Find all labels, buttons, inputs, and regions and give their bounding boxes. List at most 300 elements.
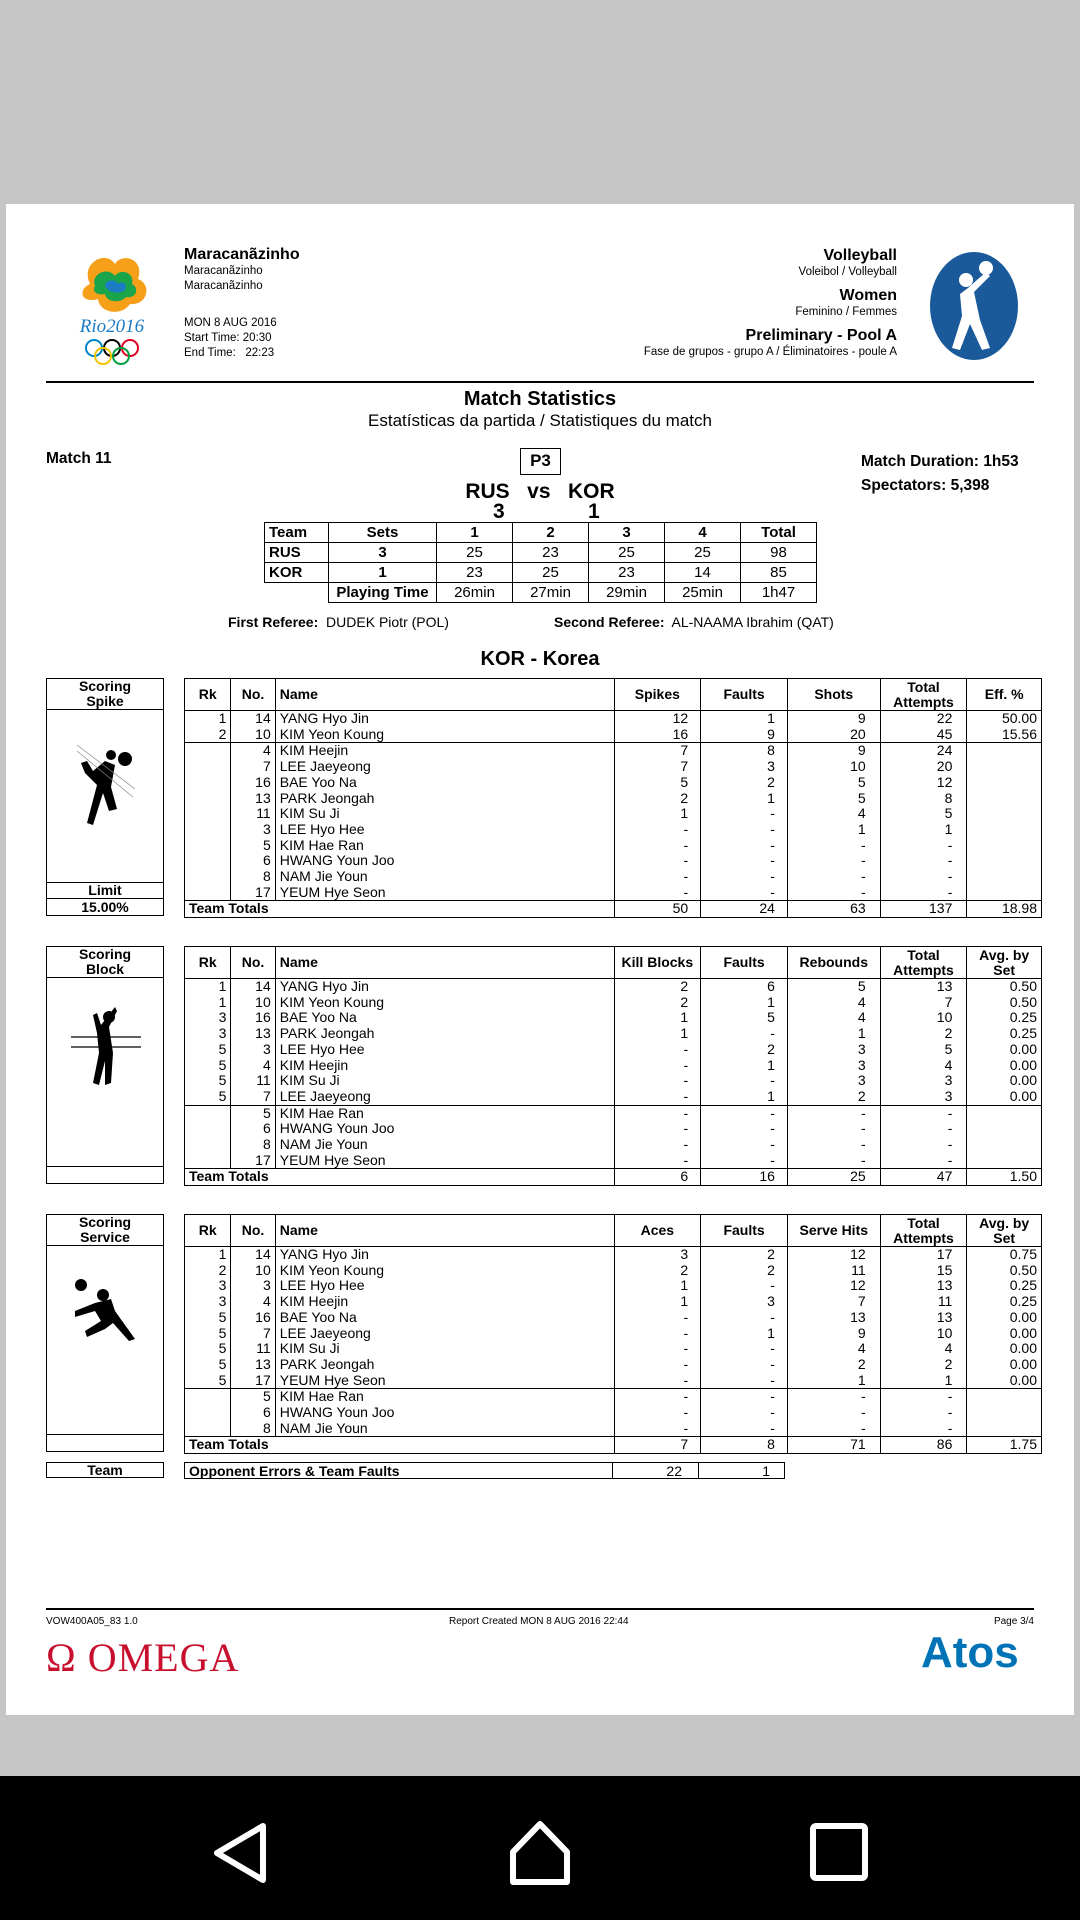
sets-row-rus: RUS 3 25 23 25 25 98 xyxy=(265,543,817,563)
table-cell: 11 xyxy=(880,1294,967,1310)
table-cell: 8 xyxy=(231,1137,275,1153)
table-cell: 8 xyxy=(231,869,275,885)
table-row xyxy=(185,1010,1042,1026)
block-side-label-2: Block xyxy=(85,961,125,977)
spike-side-label-2: Spike xyxy=(86,693,124,709)
team-totals-cell: 86 xyxy=(880,1437,967,1454)
table-cell: - xyxy=(701,869,788,885)
table-cell: 9 xyxy=(701,727,788,743)
table-cell: KIM Hae Ran xyxy=(275,1105,614,1121)
table-cell: 0.00 xyxy=(967,1073,1042,1089)
table-row xyxy=(185,1421,1042,1437)
table-cell: 3 xyxy=(185,1278,231,1294)
table-cell: - xyxy=(787,1421,880,1437)
start-time: Start Time: 20:30 xyxy=(184,332,272,344)
table-row xyxy=(185,1389,1042,1405)
team-faults-value: 1 xyxy=(699,1463,785,1479)
spectators: Spectators: 5,398 xyxy=(861,477,990,494)
column-header: Name xyxy=(275,679,614,711)
table-cell: 15 xyxy=(880,1263,967,1279)
table-row xyxy=(185,1105,1042,1121)
block-side-label: Scoring xyxy=(78,946,132,962)
column-header: Name xyxy=(275,1215,614,1247)
table-cell xyxy=(185,1105,231,1121)
table-cell: 12 xyxy=(614,711,701,727)
table-cell: 10 xyxy=(231,727,275,743)
sets-row-playing-time: Playing Time 26min 27min 29min 25min 1h47 xyxy=(265,583,817,603)
table-cell: 4 xyxy=(787,995,880,1011)
table-cell: - xyxy=(787,1389,880,1405)
table-row xyxy=(185,775,1042,791)
table-cell: - xyxy=(880,1389,967,1405)
matchup: RUS vs KOR xyxy=(465,480,615,503)
phase-sub: Fase de grupos - grupo A / Éliminatoires - poule A xyxy=(643,346,897,358)
table-cell: - xyxy=(701,1153,788,1169)
table-row xyxy=(185,1310,1042,1326)
venue-sub-2: Maracanãzinho xyxy=(184,280,263,292)
report-title: Match Statistics xyxy=(463,388,617,410)
table-cell: LEE Hyo Hee xyxy=(275,1278,614,1294)
table-cell: - xyxy=(614,1153,701,1169)
table-cell: - xyxy=(701,1105,788,1121)
team-title: KOR - Korea xyxy=(480,648,600,670)
table-cell xyxy=(967,1421,1042,1437)
table-cell: 1 xyxy=(701,1058,788,1074)
back-triangle-icon[interactable] xyxy=(207,1818,277,1888)
column-header: Serve Hits xyxy=(787,1215,880,1247)
table-cell: 13 xyxy=(880,1278,967,1294)
service-side-panel xyxy=(46,1214,164,1452)
table-cell: - xyxy=(701,1121,788,1137)
table-cell xyxy=(967,885,1042,901)
table-cell: - xyxy=(701,1373,788,1389)
table-cell: 5 xyxy=(185,1326,231,1342)
column-header: Total Attempts xyxy=(880,947,967,979)
table-row xyxy=(185,1073,1042,1089)
table-cell xyxy=(967,1105,1042,1121)
column-header: Faults xyxy=(701,1215,788,1247)
table-cell: 3 xyxy=(880,1089,967,1105)
footer-rule xyxy=(46,1608,1034,1610)
table-cell: 2 xyxy=(614,979,701,995)
table-cell: LEE Jaeyeong xyxy=(275,1326,614,1342)
table-row xyxy=(185,1294,1042,1310)
column-header: Rebounds xyxy=(787,947,880,979)
table-row xyxy=(185,1153,1042,1169)
table-cell: 10 xyxy=(787,759,880,775)
team-totals-row xyxy=(185,1169,1042,1186)
table-cell: 1 xyxy=(701,1326,788,1342)
table-cell xyxy=(967,1153,1042,1169)
table-cell xyxy=(185,1421,231,1437)
table-cell: YANG Hyo Jin xyxy=(275,1247,614,1263)
table-cell: 5 xyxy=(185,1357,231,1373)
table-cell: 24 xyxy=(880,743,967,759)
column-header: Aces xyxy=(614,1215,701,1247)
table-cell: - xyxy=(614,885,701,901)
table-cell xyxy=(967,869,1042,885)
table-row xyxy=(185,727,1042,743)
table-cell: 13 xyxy=(880,1310,967,1326)
table-row xyxy=(185,1263,1042,1279)
column-header: Rk xyxy=(185,947,231,979)
header-rule xyxy=(46,381,1034,383)
table-cell: KIM Yeon Koung xyxy=(275,995,614,1011)
table-cell: 0.00 xyxy=(967,1089,1042,1105)
table-cell: 3 xyxy=(185,1010,231,1026)
table-cell: 9 xyxy=(787,711,880,727)
table-row xyxy=(185,1373,1042,1389)
table-cell: 1 xyxy=(614,1010,701,1026)
column-header: Total Attempts xyxy=(880,679,967,711)
team-totals-cell: 8 xyxy=(701,1437,788,1454)
table-cell: 0.00 xyxy=(967,1357,1042,1373)
table-cell xyxy=(185,759,231,775)
table-row xyxy=(185,806,1042,822)
table-cell: 5 xyxy=(701,1010,788,1026)
sport-name: Volleyball xyxy=(823,247,897,264)
table-cell: 13 xyxy=(880,979,967,995)
table-cell: YEUM Hye Seon xyxy=(275,1373,614,1389)
table-cell: 12 xyxy=(880,775,967,791)
table-cell: 13 xyxy=(787,1310,880,1326)
table-cell: 15.56 xyxy=(967,727,1042,743)
table-cell: 3 xyxy=(185,1026,231,1042)
table-cell: - xyxy=(880,1153,967,1169)
report-subtitle: Estatísticas da partida / Statistiques du match xyxy=(368,411,712,430)
table-cell: 22 xyxy=(880,711,967,727)
match-date: MON 8 AUG 2016 xyxy=(184,317,277,329)
table-cell: - xyxy=(701,853,788,869)
table-cell: - xyxy=(614,1121,701,1137)
table-cell: - xyxy=(787,853,880,869)
service-side-label: Scoring xyxy=(78,1214,132,1230)
service-side-label-2: Service xyxy=(80,1229,130,1245)
sets-table xyxy=(264,522,817,603)
table-cell: YEUM Hye Seon xyxy=(275,1153,614,1169)
table-cell: 2 xyxy=(701,1042,788,1058)
table-cell: 5 xyxy=(614,775,701,791)
block-side-panel xyxy=(46,946,164,1184)
table-cell: - xyxy=(880,869,967,885)
table-cell: - xyxy=(880,1105,967,1121)
opponent-side-label: Team xyxy=(46,1462,164,1478)
table-cell: 17 xyxy=(880,1247,967,1263)
table-cell: - xyxy=(614,1341,701,1357)
table-cell: PARK Jeongah xyxy=(275,1357,614,1373)
atos-logo: Atos xyxy=(921,1628,1019,1677)
table-cell: 14 xyxy=(231,711,275,727)
table-cell: NAM Jie Youn xyxy=(275,1137,614,1153)
table-cell: 2 xyxy=(880,1357,967,1373)
score-away: 1 xyxy=(588,500,600,523)
table-cell xyxy=(967,743,1042,759)
limit-label: Limit xyxy=(47,882,163,898)
table-cell: 1 xyxy=(880,1373,967,1389)
volleyball-pictogram-icon xyxy=(924,250,1024,362)
table-cell xyxy=(967,1405,1042,1421)
table-cell: - xyxy=(880,1421,967,1437)
table-cell xyxy=(185,1405,231,1421)
table-row xyxy=(185,1326,1042,1342)
service-table xyxy=(184,1214,1042,1454)
column-header: Faults xyxy=(701,947,788,979)
table-cell: 3 xyxy=(701,759,788,775)
table-cell: - xyxy=(701,1278,788,1294)
table-row xyxy=(185,1042,1042,1058)
table-cell: YEUM Hye Seon xyxy=(275,885,614,901)
table-cell xyxy=(185,791,231,807)
table-cell xyxy=(967,759,1042,775)
sets-header-cell: 2 xyxy=(513,523,589,543)
table-cell: LEE Jaeyeong xyxy=(275,1089,614,1105)
table-cell: KIM Heejin xyxy=(275,743,614,759)
page-number: Page 3/4 xyxy=(993,1616,1034,1627)
table-cell: 1 xyxy=(787,1373,880,1389)
table-cell: KIM Su Ji xyxy=(275,1073,614,1089)
table-cell xyxy=(967,791,1042,807)
table-cell: BAE Yoo Na xyxy=(275,1310,614,1326)
table-cell: 1 xyxy=(614,806,701,822)
table-cell: - xyxy=(701,806,788,822)
table-cell: 5 xyxy=(185,1089,231,1105)
table-cell: 11 xyxy=(231,1073,275,1089)
table-cell: 7 xyxy=(787,1294,880,1310)
table-cell: 8 xyxy=(880,791,967,807)
table-row xyxy=(185,979,1042,995)
table-cell: - xyxy=(701,1405,788,1421)
table-cell: 3 xyxy=(701,1294,788,1310)
opponent-errors-table xyxy=(184,1462,785,1479)
team-totals-cell: 1.75 xyxy=(967,1437,1042,1454)
table-cell: 14 xyxy=(231,1247,275,1263)
column-header: No. xyxy=(231,1215,275,1247)
team-totals-cell: 7 xyxy=(614,1437,701,1454)
table-cell: 6 xyxy=(231,1405,275,1421)
team-totals-label: Team Totals xyxy=(185,1437,615,1454)
table-cell xyxy=(967,1137,1042,1153)
table-cell xyxy=(967,822,1042,838)
table-cell: 8 xyxy=(701,743,788,759)
table-cell: KIM Yeon Koung xyxy=(275,727,614,743)
table-cell: 0.00 xyxy=(967,1310,1042,1326)
table-cell: 4 xyxy=(231,1058,275,1074)
table-cell: 2 xyxy=(787,1089,880,1105)
table-cell xyxy=(185,1153,231,1169)
table-cell: - xyxy=(614,838,701,854)
table-cell: 6 xyxy=(231,1121,275,1137)
table-cell: - xyxy=(614,822,701,838)
table-cell: 4 xyxy=(880,1058,967,1074)
column-header: Name xyxy=(275,947,614,979)
table-cell: HWANG Youn Joo xyxy=(275,853,614,869)
table-row xyxy=(185,885,1042,901)
table-cell: 5 xyxy=(185,1341,231,1357)
table-row xyxy=(185,791,1042,807)
table-cell: 0.00 xyxy=(967,1373,1042,1389)
column-header: Kill Blocks xyxy=(614,947,701,979)
table-cell: 13 xyxy=(231,1357,275,1373)
table-cell: LEE Jaeyeong xyxy=(275,759,614,775)
table-row xyxy=(185,1405,1042,1421)
table-cell: KIM Heejin xyxy=(275,1058,614,1074)
table-cell xyxy=(967,1121,1042,1137)
table-cell: 2 xyxy=(614,1263,701,1279)
table-cell: 1 xyxy=(614,1294,701,1310)
table-cell: 7 xyxy=(231,1326,275,1342)
omega-logo: Ω OMEGA xyxy=(46,1635,240,1680)
team-totals-label: Team Totals xyxy=(185,901,615,918)
table-cell: - xyxy=(787,885,880,901)
table-cell: 8 xyxy=(231,1421,275,1437)
table-cell: - xyxy=(614,1310,701,1326)
table-cell: BAE Yoo Na xyxy=(275,775,614,791)
table-cell: 14 xyxy=(231,979,275,995)
team-totals-row xyxy=(185,901,1042,918)
table-cell: 1 xyxy=(701,791,788,807)
table-cell: - xyxy=(614,1058,701,1074)
table-cell: 3 xyxy=(614,1247,701,1263)
svg-text:Rio2016: Rio2016 xyxy=(79,316,145,337)
score-home: 3 xyxy=(493,500,505,523)
table-cell: - xyxy=(787,1153,880,1169)
table-cell: LEE Hyo Hee xyxy=(275,1042,614,1058)
table-cell: 2 xyxy=(701,1247,788,1263)
table-cell: - xyxy=(614,1137,701,1153)
column-header: Rk xyxy=(185,1215,231,1247)
sets-header-cell: Team xyxy=(265,523,329,543)
table-cell: 3 xyxy=(880,1073,967,1089)
table-cell: 13 xyxy=(231,1026,275,1042)
table-cell xyxy=(967,775,1042,791)
table-cell: 17 xyxy=(231,1153,275,1169)
table-row xyxy=(185,1357,1042,1373)
table-cell: 2 xyxy=(880,1026,967,1042)
table-cell: 5 xyxy=(185,1042,231,1058)
sets-header-cell: Sets xyxy=(329,523,437,543)
table-cell xyxy=(185,806,231,822)
sets-header-cell: Total xyxy=(741,523,817,543)
second-referee: Second Referee: AL-NAAMA Ibrahim (QAT) xyxy=(554,614,834,630)
column-header: Spikes xyxy=(614,679,701,711)
table-cell: 10 xyxy=(880,1010,967,1026)
table-cell xyxy=(185,1121,231,1137)
navigation-bar xyxy=(0,1776,1080,1920)
table-cell: 3 xyxy=(787,1058,880,1074)
table-cell: - xyxy=(787,838,880,854)
table-cell: 16 xyxy=(231,775,275,791)
event-block xyxy=(644,246,897,366)
table-cell: 0.25 xyxy=(967,1278,1042,1294)
table-cell: 12 xyxy=(787,1247,880,1263)
table-cell: 1 xyxy=(614,1278,701,1294)
table-cell: - xyxy=(880,1405,967,1421)
table-cell: 1 xyxy=(787,822,880,838)
table-cell: PARK Jeongah xyxy=(275,1026,614,1042)
table-cell: - xyxy=(880,853,967,869)
spike-table xyxy=(184,678,1042,918)
table-cell xyxy=(185,869,231,885)
table-cell xyxy=(185,743,231,759)
table-cell xyxy=(185,885,231,901)
table-cell: 0.25 xyxy=(967,1010,1042,1026)
table-cell: 4 xyxy=(787,806,880,822)
table-cell: 0.75 xyxy=(967,1247,1042,1263)
table-cell: - xyxy=(787,1121,880,1137)
sets-header-cell: 4 xyxy=(665,523,741,543)
table-cell: 3 xyxy=(231,1042,275,1058)
column-header: Avg. by Set xyxy=(967,1215,1042,1247)
column-header: No. xyxy=(231,679,275,711)
table-cell: 20 xyxy=(880,759,967,775)
table-cell: PARK Jeongah xyxy=(275,791,614,807)
table-cell xyxy=(185,853,231,869)
table-cell: 11 xyxy=(231,806,275,822)
team-totals-cell: 25 xyxy=(787,1169,880,1186)
table-cell: - xyxy=(614,1421,701,1437)
team-totals-cell: 16 xyxy=(701,1169,788,1186)
table-cell: 13 xyxy=(231,791,275,807)
table-cell xyxy=(967,853,1042,869)
table-cell: KIM Su Ji xyxy=(275,806,614,822)
table-row xyxy=(185,711,1042,727)
table-cell: 17 xyxy=(231,885,275,901)
recents-square-icon[interactable] xyxy=(805,1818,875,1888)
table-cell: 1 xyxy=(185,711,231,727)
venue-name: Maracanãzinho xyxy=(184,246,300,263)
sets-header-cell: 1 xyxy=(437,523,513,543)
document-page xyxy=(6,204,1074,1715)
table-cell: 10 xyxy=(880,1326,967,1342)
table-row xyxy=(185,1121,1042,1137)
table-cell: - xyxy=(701,1026,788,1042)
table-cell: - xyxy=(880,885,967,901)
table-cell: 11 xyxy=(787,1263,880,1279)
table-row xyxy=(185,1089,1042,1105)
home-icon[interactable] xyxy=(505,1818,575,1888)
table-cell: 5 xyxy=(185,1310,231,1326)
gender-sub: Feminino / Femmes xyxy=(795,306,897,318)
table-cell: 5 xyxy=(787,775,880,791)
table-cell: 1 xyxy=(185,1247,231,1263)
team-totals-cell: 1.50 xyxy=(967,1169,1042,1186)
table-row xyxy=(185,1341,1042,1357)
table-cell: - xyxy=(614,1089,701,1105)
team-totals-cell: 6 xyxy=(614,1169,701,1186)
venue-sub-1: Maracanãzinho xyxy=(184,265,263,277)
table-cell: 7 xyxy=(614,743,701,759)
table-cell: - xyxy=(614,853,701,869)
table-cell: - xyxy=(701,1389,788,1405)
table-cell: NAM Jie Youn xyxy=(275,869,614,885)
table-cell: - xyxy=(701,1137,788,1153)
table-cell: 12 xyxy=(787,1278,880,1294)
team-totals-cell: 47 xyxy=(880,1169,967,1186)
table-cell: - xyxy=(701,1310,788,1326)
table-cell: 7 xyxy=(231,1089,275,1105)
table-cell xyxy=(185,1137,231,1153)
table-cell: - xyxy=(614,1405,701,1421)
table-row xyxy=(185,853,1042,869)
table-cell: 17 xyxy=(231,1373,275,1389)
table-cell: 4 xyxy=(787,1010,880,1026)
block-pictogram-icon xyxy=(71,1003,141,1093)
table-cell: - xyxy=(614,869,701,885)
table-cell: 7 xyxy=(231,759,275,775)
table-cell: 16 xyxy=(231,1310,275,1326)
spike-side-panel xyxy=(46,678,164,916)
table-cell: 4 xyxy=(880,1341,967,1357)
